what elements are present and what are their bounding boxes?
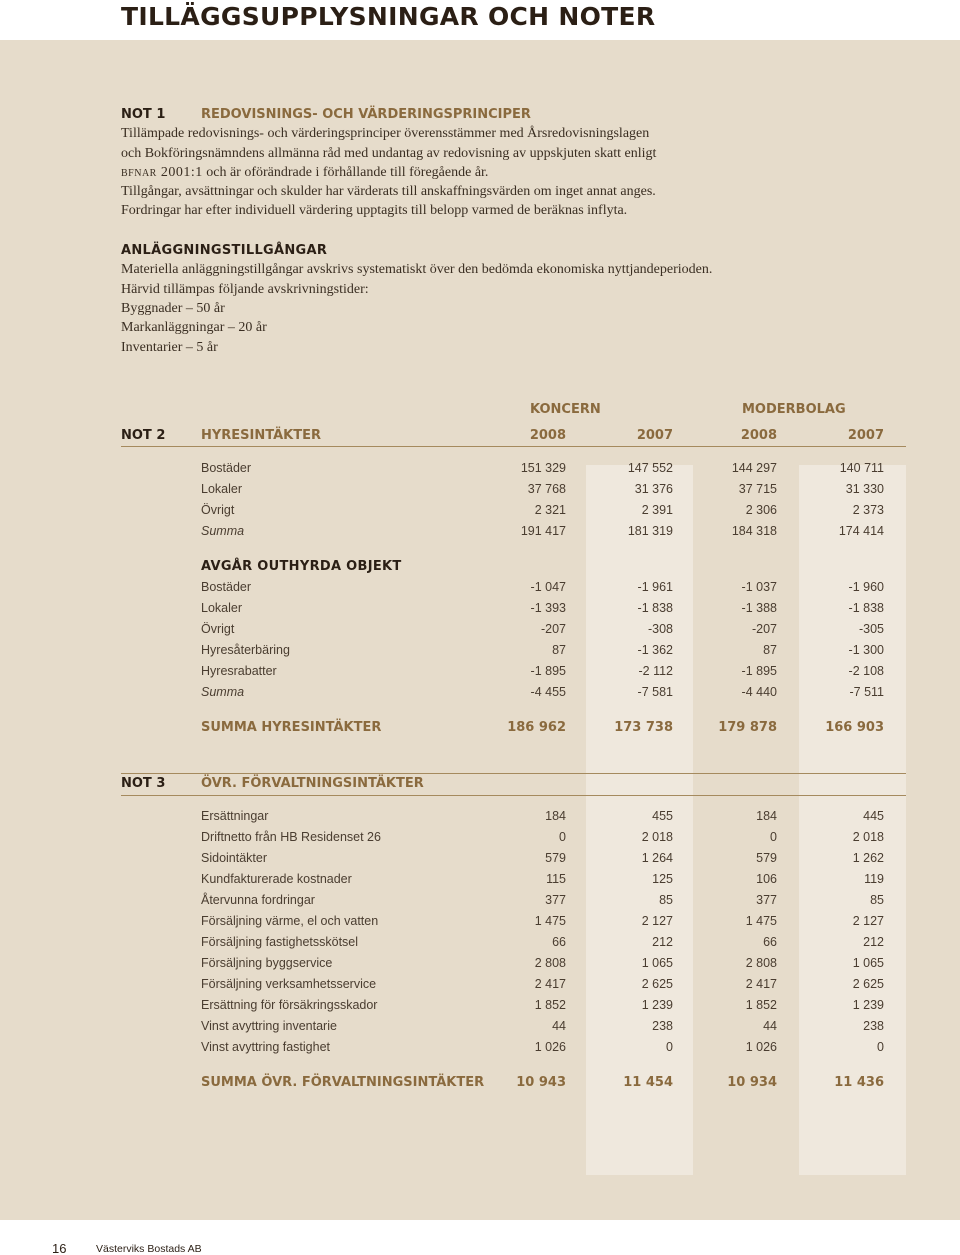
row-label: Lokaler: [201, 482, 242, 496]
row-value: -1 960: [848, 580, 884, 594]
row-value: 184 318: [731, 524, 777, 538]
year-header: 2007: [847, 428, 884, 443]
anlaggning-line-5: Inventarier – 5 år: [121, 340, 218, 355]
row-value: 115: [546, 872, 566, 886]
note-3-total-value: 11 454: [623, 1075, 673, 1090]
row-value: 37 715: [738, 482, 777, 496]
row-value: -7 511: [849, 685, 884, 699]
row-value: 44: [552, 1019, 566, 1033]
row-value: -2 108: [848, 664, 884, 678]
row-value: -4 440: [741, 685, 777, 699]
row-value: 2 018: [852, 830, 884, 844]
row-value: 1 239: [852, 998, 884, 1012]
row-value: 87: [763, 643, 777, 657]
year-header: 2008: [740, 428, 777, 443]
row-label: Bostäder: [201, 580, 252, 594]
row-value: 2 018: [641, 830, 673, 844]
note-1-line-5: Fordringar har efter individuell värdering upptagits till belopp varmed de beräknas inflyta.: [121, 203, 628, 218]
row-value: 445: [863, 809, 884, 823]
row-value: 0: [770, 830, 777, 844]
note-1-line-3-rest: och är oförändrade i förhållande till föregående år.: [202, 165, 489, 180]
row-value: 0: [666, 1040, 673, 1054]
row-value: 174 414: [838, 524, 884, 538]
anlaggning-line-2: Härvid tillämpas följande avskrivningstider:: [121, 282, 369, 297]
row-label: Bostäder: [201, 461, 252, 475]
row-value: -1 037: [741, 580, 777, 594]
row-value: 1 475: [745, 914, 777, 928]
row-value: -1 838: [637, 601, 673, 615]
row-value: 85: [870, 893, 884, 907]
row-value: -4 455: [530, 685, 566, 699]
note-1-line-2: och Bokföringsnämndens allmänna råd med undantag av redovisning av uppskjuten skatt enligt: [121, 146, 657, 161]
row-value: -308: [647, 622, 673, 636]
note-2-heading: HYRESINTÄKTER: [201, 428, 322, 443]
avgar-outhyrda-heading: AVGÅR OUTHYRDA OBJEKT: [201, 559, 402, 574]
row-value: 579: [756, 851, 777, 865]
row-value: 31 376: [634, 482, 673, 496]
row-value: -2 112: [638, 664, 673, 678]
row-value: 31 330: [845, 482, 884, 496]
row-value: 2 373: [852, 503, 884, 517]
row-value: 191 417: [520, 524, 566, 538]
row-value: 2 625: [852, 977, 884, 991]
row-value: 1 065: [852, 956, 884, 970]
row-value: 184: [545, 809, 566, 823]
note-1-line-1: Tillämpade redovisnings- och värderingsprinciper överensstämmer med Årsredovisningslagen: [121, 126, 650, 141]
anlaggningstillgangar-heading: ANLÄGGNINGSTILLGÅNGAR: [121, 243, 328, 258]
row-value: 181 319: [627, 524, 673, 538]
note-3-number: NOT 3: [121, 776, 166, 791]
row-label: Ersättningar: [201, 809, 269, 823]
row-value: 140 711: [839, 461, 884, 475]
row-value: 125: [652, 872, 673, 886]
row-label: Återvunna fordringar: [201, 893, 315, 907]
row-value: 1 065: [641, 956, 673, 970]
row-value: 1 239: [641, 998, 673, 1012]
row-label: Summa: [201, 524, 245, 538]
bfnar-reference: bfnar 2001:1: [121, 165, 203, 180]
page-title: TILLÄGGSUPPLYSNINGAR OCH NOTER: [121, 2, 656, 31]
row-value: -207: [751, 622, 777, 636]
row-label: Försäljning värme, el och vatten: [201, 914, 379, 928]
row-value: 147 552: [627, 461, 673, 475]
row-value: -1 961: [637, 580, 673, 594]
footer-company: Västerviks Bostads AB: [96, 1243, 202, 1255]
row-value: 184: [756, 809, 777, 823]
row-value: -7 581: [637, 685, 673, 699]
row-label: Försäljning verksamhetsservice: [201, 977, 377, 991]
row-value: -1 895: [530, 664, 566, 678]
row-label: Hyresåterbäring: [201, 643, 290, 657]
row-value: -1 393: [530, 601, 566, 615]
row-value: 2 417: [745, 977, 777, 991]
row-value: 2 391: [641, 503, 673, 517]
row-label: Ersättning för försäkringsskador: [201, 998, 378, 1012]
page-number: 16: [52, 1241, 67, 1255]
note-2-number: NOT 2: [121, 428, 166, 443]
note-3-total-value: 10 934: [727, 1075, 777, 1090]
row-value: -1 838: [848, 601, 884, 615]
row-value: 144 297: [731, 461, 777, 475]
column-group-koncern: KONCERN: [530, 402, 601, 417]
year-header: 2007: [636, 428, 673, 443]
row-value: 2 417: [534, 977, 566, 991]
row-value: 579: [545, 851, 566, 865]
row-value: 119: [864, 872, 884, 886]
note-1-line-4: Tillgångar, avsättningar och skulder har värderats till anskaffningsvärden om inget annat anges.: [121, 184, 656, 199]
row-label: Försäljning byggservice: [201, 956, 333, 970]
row-value: -305: [858, 622, 884, 636]
row-label: Försäljning fastighetsskötsel: [201, 935, 359, 949]
row-value: 85: [659, 893, 673, 907]
row-value: 0: [559, 830, 566, 844]
note-3-top-rule: [121, 773, 906, 774]
row-value: 151 329: [520, 461, 566, 475]
row-value: 1 475: [534, 914, 566, 928]
row-value: -1 300: [848, 643, 884, 657]
row-value: 455: [652, 809, 673, 823]
anlaggning-line-3: Byggnader – 50 år: [121, 301, 225, 316]
note-3-heading: ÖVR. FÖRVALTNINGSINTÄKTER: [201, 776, 424, 791]
row-value: -207: [540, 622, 566, 636]
row-label: Vinst avyttring inventarie: [201, 1019, 337, 1033]
row-value: 377: [545, 893, 566, 907]
row-label: Driftnetto från HB Residenset 26: [201, 830, 381, 844]
anlaggning-line-4: Markanläggningar – 20 år: [121, 320, 267, 335]
row-value: 2 127: [641, 914, 673, 928]
row-value: 238: [652, 1019, 673, 1033]
row-label: Övrigt: [201, 503, 235, 517]
row-label: Hyresrabatter: [201, 664, 277, 678]
row-value: 2 321: [534, 503, 566, 517]
row-value: 1 026: [745, 1040, 777, 1054]
row-value: 212: [652, 935, 673, 949]
row-value: 66: [763, 935, 777, 949]
row-value: 212: [863, 935, 884, 949]
row-value: 106: [756, 872, 777, 886]
row-label: Summa: [201, 685, 245, 699]
row-value: 377: [756, 893, 777, 907]
note-2-total-value: 166 903: [825, 720, 884, 735]
note-1-number: NOT 1: [121, 107, 166, 122]
note-1-heading: REDOVISNINGS- OCH VÄRDERINGSPRINCIPER: [201, 107, 531, 122]
row-value: 1 852: [745, 998, 777, 1012]
row-label: Sidointäkter: [201, 851, 268, 865]
row-value: 44: [763, 1019, 777, 1033]
row-value: 238: [863, 1019, 884, 1033]
row-value: 2 127: [852, 914, 884, 928]
note-3-total-value: 11 436: [834, 1075, 884, 1090]
row-label: Lokaler: [201, 601, 242, 615]
row-value: 66: [552, 935, 566, 949]
note-2-total-value: 179 878: [718, 720, 777, 735]
row-value: -1 895: [741, 664, 777, 678]
note-2-total-value: 186 962: [507, 720, 566, 735]
row-label: Övrigt: [201, 622, 235, 636]
row-label: Vinst avyttring fastighet: [201, 1040, 331, 1054]
header-rule: [121, 446, 906, 447]
row-value: 37 768: [527, 482, 566, 496]
note-3-bottom-rule: [121, 795, 906, 796]
row-value: 2 625: [641, 977, 673, 991]
year-header: 2008: [529, 428, 566, 443]
row-value: 1 264: [641, 851, 673, 865]
row-value: 2 808: [534, 956, 566, 970]
anlaggning-line-1: Materiella anläggningstillgångar avskrivs systematiskt över den bedömda ekonomiska nyttjandeperioden.: [121, 262, 713, 277]
row-value: 87: [552, 643, 566, 657]
note-2-total-label: SUMMA HYRESINTÄKTER: [201, 720, 382, 735]
column-group-moderbolag: MODERBOLAG: [742, 402, 846, 417]
note-2-total-value: 173 738: [614, 720, 673, 735]
note-1-line-3: [121, 165, 488, 181]
row-value: -1 362: [637, 643, 673, 657]
row-value: 2 808: [745, 956, 777, 970]
row-value: 1 852: [534, 998, 566, 1012]
row-value: 2 306: [745, 503, 777, 517]
note-3-total-value: 10 943: [516, 1075, 566, 1090]
note-3-total-label: SUMMA ÖVR. FÖRVALTNINGSINTÄKTER: [201, 1075, 485, 1090]
row-label: Kundfakturerade kostnader: [201, 872, 352, 886]
row-value: -1 388: [741, 601, 777, 615]
row-value: 1 262: [852, 851, 884, 865]
row-value: 0: [877, 1040, 884, 1054]
row-value: 1 026: [534, 1040, 566, 1054]
row-value: -1 047: [530, 580, 566, 594]
